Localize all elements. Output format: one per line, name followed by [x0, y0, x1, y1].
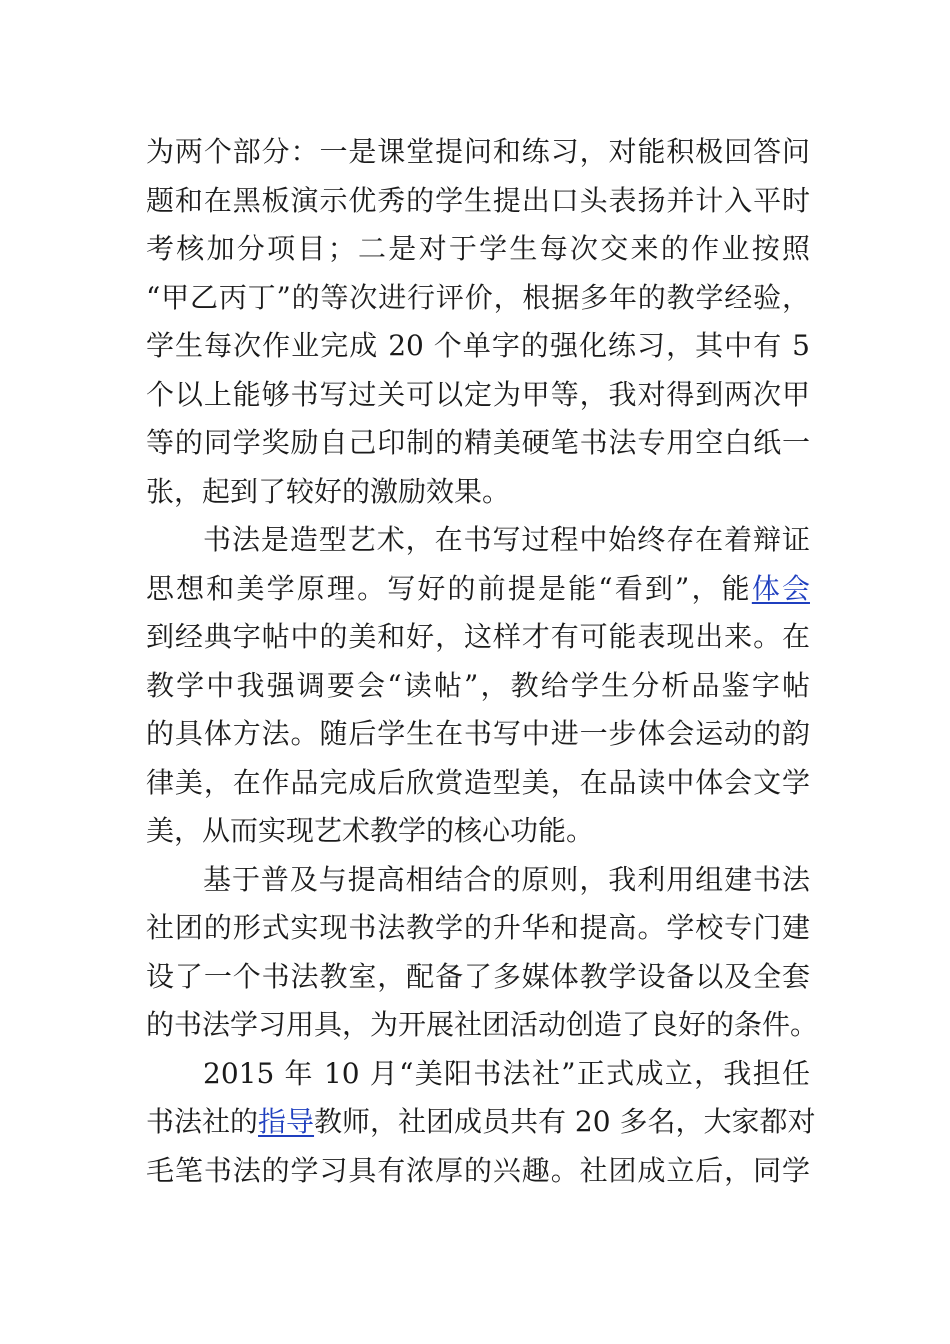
text-line: 为两个部分：一是课堂提问和练习，对能积极回答问: [146, 135, 810, 168]
text-line: 律美，在作品完成后欣赏造型美，在品读中体会文学: [146, 765, 810, 799]
text-line-with-link: [146, 1098, 816, 1147]
line-text: 书法社的: [146, 1105, 259, 1138]
text-line: 美，从而实现艺术教学的核心功能。: [146, 814, 595, 847]
text-line: 学生每次作业完成 20 个单字的强化练习，其中有 5: [146, 329, 810, 362]
link-tihui[interactable]: 体会: [751, 571, 810, 605]
text-line: 设了一个书法教室，配备了多媒体教学设备以及全套: [146, 959, 810, 993]
text-line: 考核加分项目；二是对于学生每次交来的作业按照: [146, 232, 810, 265]
line-text: 思想和美学原理。写好的前提是能“看到”，能: [146, 571, 752, 605]
text-line: 题和在黑板演示优秀的学生提出口头表扬并计入平时: [146, 183, 810, 217]
text-line-with-link: [146, 565, 810, 614]
paragraph-first-line: 2015 年 10 月“美阳书法社”正式成立，我担任: [203, 1056, 810, 1090]
paragraph-first-line: 基于普及与提高相结合的原则，我利用组建书法: [203, 862, 810, 896]
text-line: 张，起到了较好的激励效果。: [146, 474, 511, 508]
text-line: 教学中我强调要会“读帖”，教给学生分析品鉴字帖: [146, 668, 810, 702]
link-zhidao[interactable]: 指导: [258, 1105, 315, 1138]
text-line: 的书法学习用具，为开展社团活动创造了良好的条件。: [146, 1008, 819, 1041]
text-line: 等的同学奖励自己印制的精美硬笔书法专用空白纸一: [146, 426, 810, 459]
text-line: 个以上能够书写过关可以定为甲等，我对得到两次甲: [146, 377, 810, 411]
text-line: 社团的形式实现书法教学的升华和提高。学校专门建: [146, 911, 810, 944]
line-text: 教师，社团成员共有 20 多名，大家都对: [314, 1105, 816, 1138]
text-line: “甲乙丙丁”的等次进行评价，根据多年的教学经验，: [146, 280, 810, 314]
paragraph-first-line: 书法是造型艺术，在书写过程中始终存在着辩证: [203, 523, 810, 556]
text-line: 到经典字帖中的美和好，这样才有可能表现出来。在: [146, 620, 810, 653]
body-text: [146, 128, 819, 1195]
text-line: 毛笔书法的学习具有浓厚的兴趣。社团成立后，同学: [146, 1153, 810, 1187]
text-line: 的具体方法。随后学生在书写中进一步体会运动的韵: [146, 717, 810, 750]
